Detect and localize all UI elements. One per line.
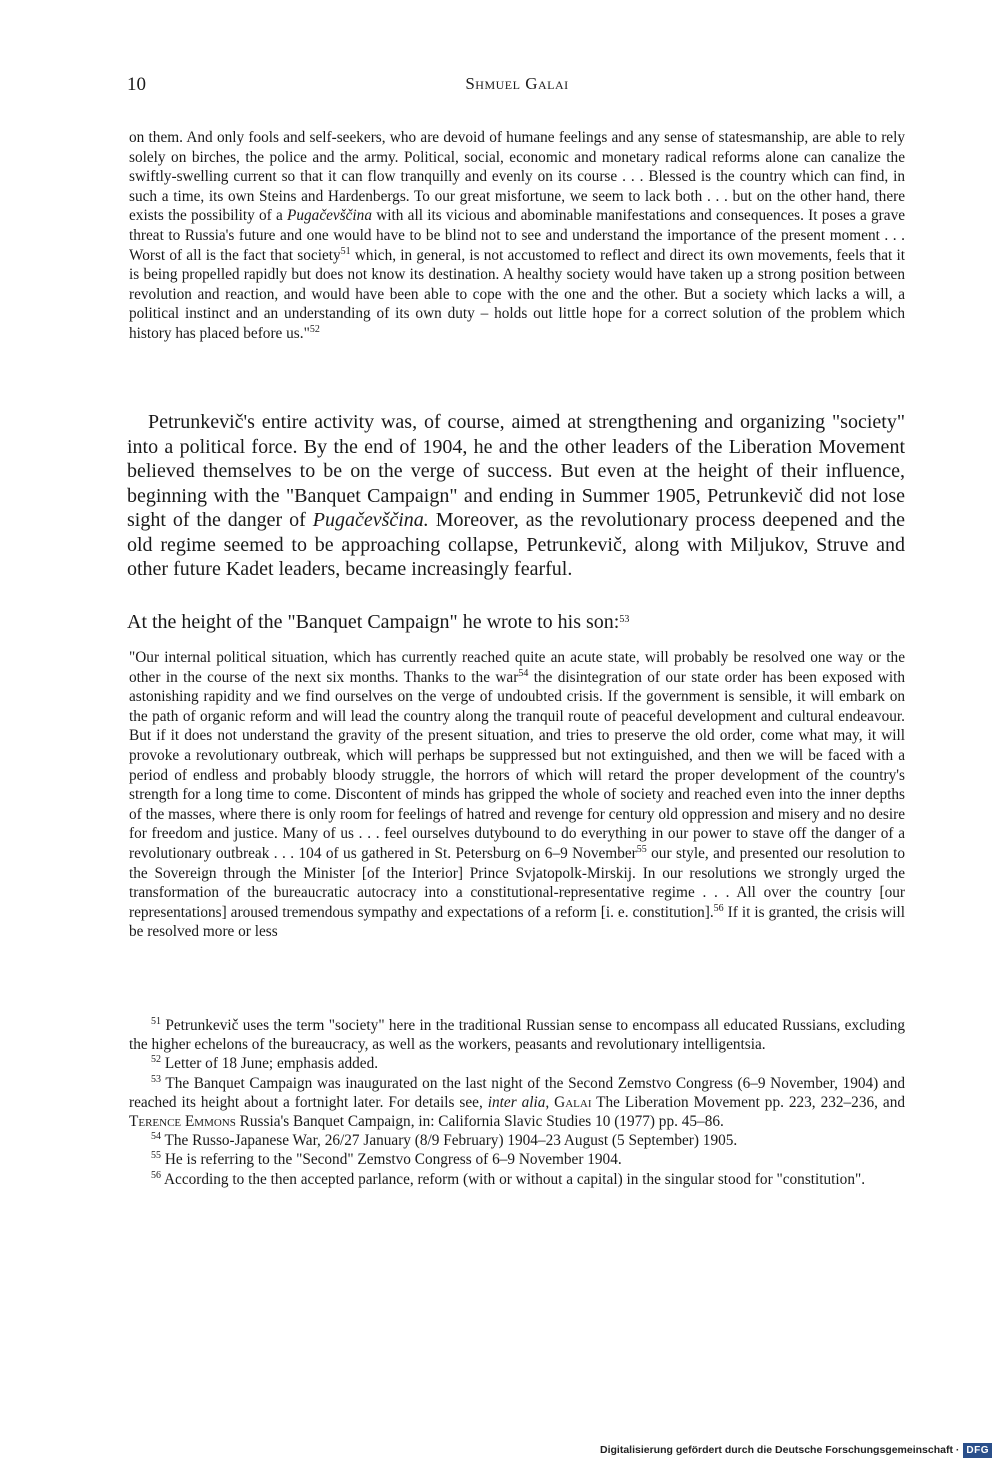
footnote-ref-53: 53 <box>619 614 630 625</box>
page-header <box>127 74 907 102</box>
author-name: Galai <box>554 1093 592 1111</box>
body-paragraph-2 <box>127 610 905 635</box>
footnote-56 <box>129 1170 905 1189</box>
footnote-mark: 52 <box>151 1054 161 1066</box>
quote2-text-b: the disintegration of our state order has been exposed with astonishing rapidity and we find ourselves on the verge of undoubted crisis. If the government is sensible, it will embark on the path of organic reform and will lead the country along the tranquil route of peaceful development and cultural endeavour. But if it does not understand the gravity of the present situation, and tries to preserve the old order, come what may, it will provoke a revolutionary outbreak, which will perhaps be suppressed but not extinguished, and then we will be faced with a period of endless and probably bloody struggle, the horrors of which will retard the proper development of the country's strength for a long time to come. Discontent of minds has gripped the whole of society and reached even into the inner depths of the masses, where there is only room for feelings of hatred and revenge for century old oppression and misery and no desire for freedom and justice. Many of us . . . feel ourselves dutybound to do everything in our power to stave off the danger of a revolutionary outbreak . . . 104 of us gathered in St. Petersburg on 6–9 November <box>129 668 906 862</box>
footnote-text: He is referring to the "Second" Zemstvo Congress of 6–9 November 1904. <box>161 1151 622 1169</box>
footnote-text: Letter of 18 June; emphasis added. <box>161 1055 379 1073</box>
body-paragraph-1 <box>127 410 905 582</box>
footnote-mark: 55 <box>151 1150 161 1162</box>
footnote-text: The Russo-Japanese War, 26/27 January (8/9 February) 1904–23 August (5 September) 1905. <box>161 1132 738 1150</box>
page-number: 10 <box>127 74 146 95</box>
footnote-text: Russia's Banquet Campaign, in: California Slavic Studies 10 (1977) pp. 45–86. <box>235 1113 724 1131</box>
footnote-italic: inter alia, <box>487 1093 550 1111</box>
footnote-54 <box>129 1131 905 1150</box>
footnote-text: Petrunkevič uses the term "society" here in the traditional Russian sense to encompass all educated Russians, excluding the higher echelons of the bureaucracy, as well as the workers, peasants and revolutionary intelligentsia. <box>129 1017 905 1054</box>
para1-text-b: Moreover, as the revolutionary process deepened and the old regime seemed to be approaching collapse, Petrunkevič, along with Miljukov, Struve and other future Kadet leaders, became increasingly fearful. <box>127 509 905 580</box>
footnote-ref-52: 52 <box>309 323 320 335</box>
quote1-text-a: on them. And only fools and self-seekers, who are devoid of humane feelings and any sense of statesmanship, are able to rely solely on birches, the police and the army. Political, social, economic and monetary radical reforms alone can canalize the swiftly-swelling current so that it can flow tranquilly and evenly on its course . . . Blessed is the country which can find, in such a time, its own Steins and Hardenbergs. To our great misfortune, we seem to lack both . . . but on the other hand, there exists the possibility of a <box>129 129 905 225</box>
dfg-logo: DFG <box>963 1443 992 1458</box>
author-name: Terence Emmons <box>129 1113 236 1131</box>
footnotes <box>129 1016 905 1189</box>
credit-text: Digitalisierung gefördert durch die Deutsche Forschungsgemeinschaft · <box>600 1444 960 1456</box>
footnote-mark: 53 <box>151 1073 161 1085</box>
footnote-55 <box>129 1150 905 1169</box>
para1-italic-term: Pugačevščina. <box>312 509 429 531</box>
para1-text-a: Petrunkevič's entire activity was, of course, aimed at strengthening and organizing "society" into a political force. By the end of 1904, he and the other leaders of the Liberation Movement believed themselves to be on the verge of success. But even at the height of their influence, beginning with the "Banquet Campaign" and ending in Summer 1905, Petrunkevič did not lose sight of the danger of <box>127 411 905 531</box>
block-quote-1 <box>129 128 905 344</box>
quote2-text-d: If it is granted, the crisis will be resolved more or less <box>129 903 905 941</box>
footnote-ref-54: 54 <box>518 667 529 679</box>
footnote-ref-56: 56 <box>713 902 724 914</box>
footnote-mark: 54 <box>151 1131 161 1143</box>
para2-text: At the height of the "Banquet Campaign" he wrote to his son: <box>127 611 620 633</box>
quote2-text-c: our style, and presented our resolution to the Sovereign through the Minister [of the Interior] Prince Svjatopolk-Mirskij. In our resolutions we strongly urged the transformation of the bureaucratic autocracy into a constitutional-representative regime . . . All over the country [our representations] aroused tremendous sympathy and expectations of a reform [i. e. constitution]. <box>129 844 905 921</box>
footnote-51 <box>129 1016 905 1054</box>
digitization-credit <box>600 1439 992 1461</box>
footnote-53 <box>129 1074 905 1132</box>
footnote-text: According to the then accepted parlance, reform (with or without a capital) in the singular stood for "constitution". <box>161 1170 866 1188</box>
footnote-text: The Banquet Campaign was inaugurated on the last night of the Second Zemstvo Congress (6–9 November, 1904) and reached its height about a fortnight later. For details see, <box>129 1074 905 1111</box>
footnote-text: The Liberation Movement pp. 223, 232–236, and <box>591 1093 905 1111</box>
footnote-mark: 51 <box>151 1016 161 1027</box>
footnote-ref-55: 55 <box>636 843 647 855</box>
footnote-ref-51: 51 <box>340 245 351 257</box>
quote2-text-a: "Our internal political situation, which has currently reached quite an acute state, will probably be resolved one way or the other in the course of the next six months. Thanks to the war <box>129 649 905 686</box>
quote1-italic-term: Pugačevščina <box>287 207 372 225</box>
block-quote-2 <box>129 648 905 942</box>
footnote-52 <box>129 1054 905 1073</box>
quote1-text-b: with all its vicious and abominable manifestations and consequences. It poses a grave threat to Russia's future and one would have to be blind not to see and understand the importance of the present moment . . . Worst of all is the fact that society <box>129 207 906 264</box>
quote1-text-c: which, in general, is not accustomed to reflect and direct its own movements, feels that it is being propelled rapidly but does not know its destination. A healthy society would have taken up a strong position between revolution and reaction, and would have been able to cope with the one and the other. But a society which lacks a will, a political instinct and an understanding of its own duty – holds out little hope for a correct solution of the problem which history has placed before us." <box>129 246 906 342</box>
running-head: Shmuel Galai <box>465 74 569 93</box>
footnote-mark: 56 <box>151 1169 161 1181</box>
